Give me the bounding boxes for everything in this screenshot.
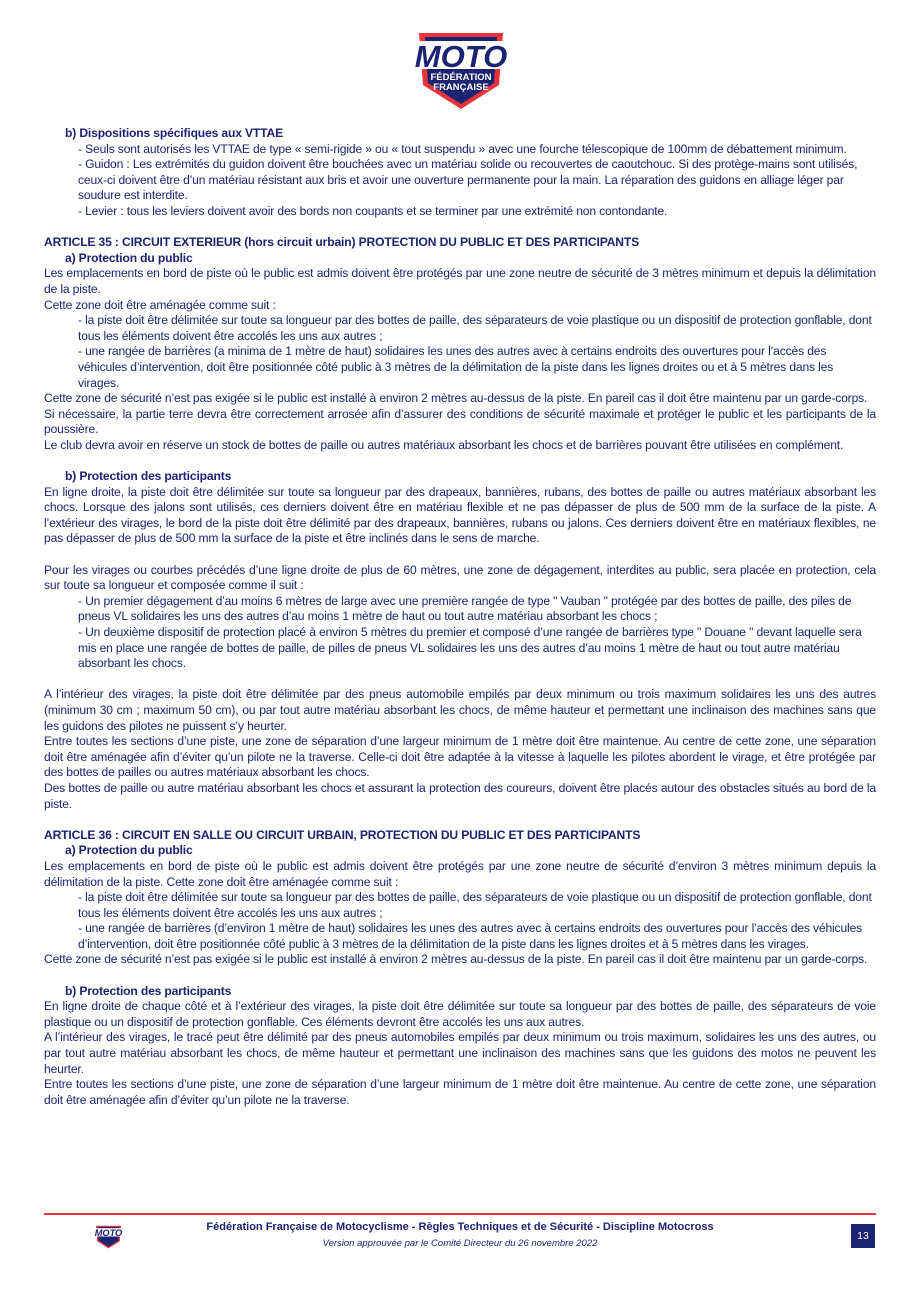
footer-title: Fédération Française de Motocyclisme - Règles Techniques et de Sécurité - Discipline Motocross (206, 1221, 714, 1233)
logo-line1: FÉDÉRATION (430, 72, 492, 83)
art35-a-paragraph-4: Si nécessaire, la partie terre devra être correctement arrosée afin d’assurer des conditions de sécurité maximale et protéger le public et les participants de la poussière. (44, 406, 876, 437)
art36-b-paragraph-1: En ligne droite de chaque côté et à l’extérieur des virages, la piste doit être délimitée sur toute sa longueur par des bottes de paille, des séparateurs de voie plastique ou un dispositif de protection gonflable. Ces éléments devront être accolés les uns aux autres. (44, 999, 876, 1029)
logo-line2: FRANÇAISE (433, 82, 489, 93)
footer-logo-word: MOTO (94, 1227, 123, 1238)
art35-a-item-1: - la piste doit être délimitée sur toute sa longueur par des bottes de paille, des séparateurs de voie plastique ou un dispositif de protection gonflable, dont tous les éléments doivent être accolés les uns aux autres ; (78, 313, 872, 343)
art35-a-paragraph-3: Cette zone de sécurité n’est pas exigée si le public est installé à environ 2 mètres au-dessus de la piste. En pareil cas il doit être maintenu par un garde-corps. (44, 391, 868, 406)
vttae-item-3: - Levier : tous les leviers doivent avoir des bords non coupants et se terminer par une extrémité non contondante. (78, 203, 668, 218)
art35-a-paragraph-1: Les emplacements en bord de piste où le public est admis doivent être protégés par une zone neutre de sécurité de 3 mètres minimum et depuis la délimitation de la piste. (44, 266, 876, 296)
art36-b-paragraph-2: A l’intérieur des virages, le tracé peut être délimité par des pneus automobiles empilés par deux minimum ou trois maximum, solidaires les uns des autres, ou par tout autre matériau absorbant les chocs, de même hauteur et permettant une inclinaison des machines sans que les guidons des motos ne peuvent les heurter. (44, 1030, 876, 1076)
art35-b-heading: b) Protection des participants (65, 469, 232, 484)
art35-b-paragraph-2: Pour les virages ou courbes précédés d’une ligne droite de plus de 60 mètres, une zone de dégagement, interdites au public, sera placée en protection, cela sur toute sa longueur et composée comme il suit : (44, 562, 876, 593)
art35-a-paragraph-5: Le club devra avoir en réserve un stock de bottes de paille ou autres matériaux absorbant les chocs et de barrières pouvant être utilisées en complément. (44, 437, 844, 452)
footer-subtitle: Version approuvée par le Comité Directeur du 26 novembre 2022 (322, 1238, 598, 1249)
art35-a-heading: a) Protection du public (65, 250, 193, 265)
art36-b-paragraph-3: Entre toutes les sections d’une piste, une zone de séparation d’une largeur minimum de 1 mètre doit être maintenue. Au centre de cette zone, une séparation doit être aménagée afin d’éviter qu’un pilote ne la traverse. (44, 1077, 876, 1107)
art35-b-paragraph-1: En ligne droite, la piste doit être délimitée sur toute sa longueur par des drapeaux, bannières, rubans, des bottes de paille ou autres matériaux absorbant les chocs. Lorsque des jalons sont utilisés, ces derniers doivent être en matériau flexible et ne pas dépasser de plus de 500 mm de la surface de la piste. A l’extérieur des virages, le bord de la piste doit être délimité par des drapeaux, bannières, rubans ou jalons. Ces derniers doivent être en matériaux flexibles, ne pas dépasser de plus de 500 mm la surface de la piste et être inclinés dans le sens de marche. (44, 484, 876, 546)
page-number: 13 (851, 1224, 875, 1248)
art36-a-item-2: - une rangée de barrières (d’environ 1 mètre de haut) solidaires les unes des autres avec à certains endroits des ouvertures pour l’accès des véhicules d’intervention, doit être positionnée côté public à 3 mètres de la délimitation de la piste dans les lignes droites et à 5 mètres dans les virages. (78, 921, 863, 951)
art35-b-item-2: - Un deuxième dispositif de protection placé à environ 5 mètres du premier et composé d’une rangée de barrières type " Douane " devant laquelle sera mis en place une rangée de bottes de paille, de pilles de pneus VL solidaires les uns des autres d’au moins 1 mètre de haut ou tout autre matériau absorbant les chocs. (78, 625, 862, 671)
ffm-moto-logo (409, 27, 513, 111)
art35-b-paragraph-5: Des bottes de paille ou autre matériau absorbant les chocs et assurant la protection des coureurs, doivent être placés autour des obstacles situés au bord de la piste. (44, 780, 876, 811)
art36-a-item-1: - la piste doit être délimitée sur toute sa longueur par des bottes de paille, des séparateurs de voie plastique ou un dispositif de protection gonflable, dont tous les éléments doivent être accolés les uns aux autres ; (78, 890, 872, 920)
art35-a-paragraph-2: Cette zone doit être aménagée comme suit : (44, 297, 276, 312)
footer-moto-logo (92, 1224, 125, 1249)
article-35-title: ARTICLE 35 : CIRCUIT EXTERIEUR (hors circuit urbain) PROTECTION DU PUBLIC ET DES PARTICIPANTS (44, 235, 640, 250)
footer-divider (44, 1213, 876, 1215)
art36-a-heading: a) Protection du public (65, 843, 193, 858)
vttae-item-1: - Seuls sont autorisés les VTTAE de type « semi-rigide » ou « tout suspendu » avec une fourche télescopique de 100mm de débattement minimum. (78, 141, 847, 156)
art35-b-paragraph-3: A l’intérieur des virages, la piste doit être délimitée par des pneus automobile empilés par deux minimum ou trois maximum solidaires les uns des autres (minimum 30 cm ; maximum 50 cm), ou par tout autre matériau absorbant les chocs, de même hauteur et permettant une inclinaison des machines sans que les guidons des pilotes ne puissent s’y heurter. (44, 687, 876, 733)
art35-b-item-1: - Un premier dégagement d’au moins 6 mètres de large avec une première rangée de type " Vauban " protégée par des bottes de paille, des piles de pneus VL solidaires les uns des autres d’au moins 1 mètre de haut ou tout autre matériau absorbant les chocs ; (78, 593, 852, 624)
art36-b-heading: b) Protection des participants (65, 983, 232, 998)
art36-a-paragraph-2: Cette zone de sécurité n’est pas exigée si le public est installé à environ 2 mètres au-dessus de la piste. En pareil cas il doit être maintenu par un garde-corps. (44, 952, 868, 967)
art35-b-paragraph-4: Entre toutes les sections d’une piste, une zone de séparation d’une largeur minimum de 1 mètre doit être maintenue. Au centre de cette zone, une séparation doit être aménagée afin d’éviter qu’un pilote ne la traverse. Celle-ci doit être adaptée à la vitesse à laquelle les pilotes abordent le virage, et être protégée par des bottes de pailles ou autres matériaux absorbant les chocs. (44, 734, 876, 780)
vttae-item-2: - Guidon : Les extrémités du guidon doivent être bouchées avec un matériau solide ou recouvertes de caoutchouc. Si des protège-mains sont utilisés, ceux-ci doivent être d’un matériau résistant aux bris et avoir une ouverture permanente pour la main. La réparation des guidons en alliage léger par soudure est interdite. (78, 157, 858, 203)
document-body (44, 126, 876, 1108)
vttae-heading: b) Dispositions spécifiques aux VTTAE (65, 126, 283, 140)
art36-a-paragraph-1: Les emplacements en bord de piste où le public est admis doivent être protégés par une zone neutre de sécurité d’environ 3 mètres minimum depuis la délimitation de la piste. Cette zone doit être aménagée comme suit : (44, 858, 876, 889)
art35-a-item-2: - une rangée de barrières (a minima de 1 mètre de haut) solidaires les unes des autres avec à certains endroits des ouvertures pour l’accès des véhicules d’intervention, doit être positionnée côté public à 3 mètres de la délimitation de la piste dans les lignes droites ou et à 5 mètres dans les virages. (78, 344, 834, 390)
article-36-title: ARTICLE 36 : CIRCUIT EN SALLE OU CIRCUIT URBAIN, PROTECTION DU PUBLIC ET DES PARTICIPANTS (44, 827, 641, 842)
logo-word: MOTO (414, 39, 508, 74)
